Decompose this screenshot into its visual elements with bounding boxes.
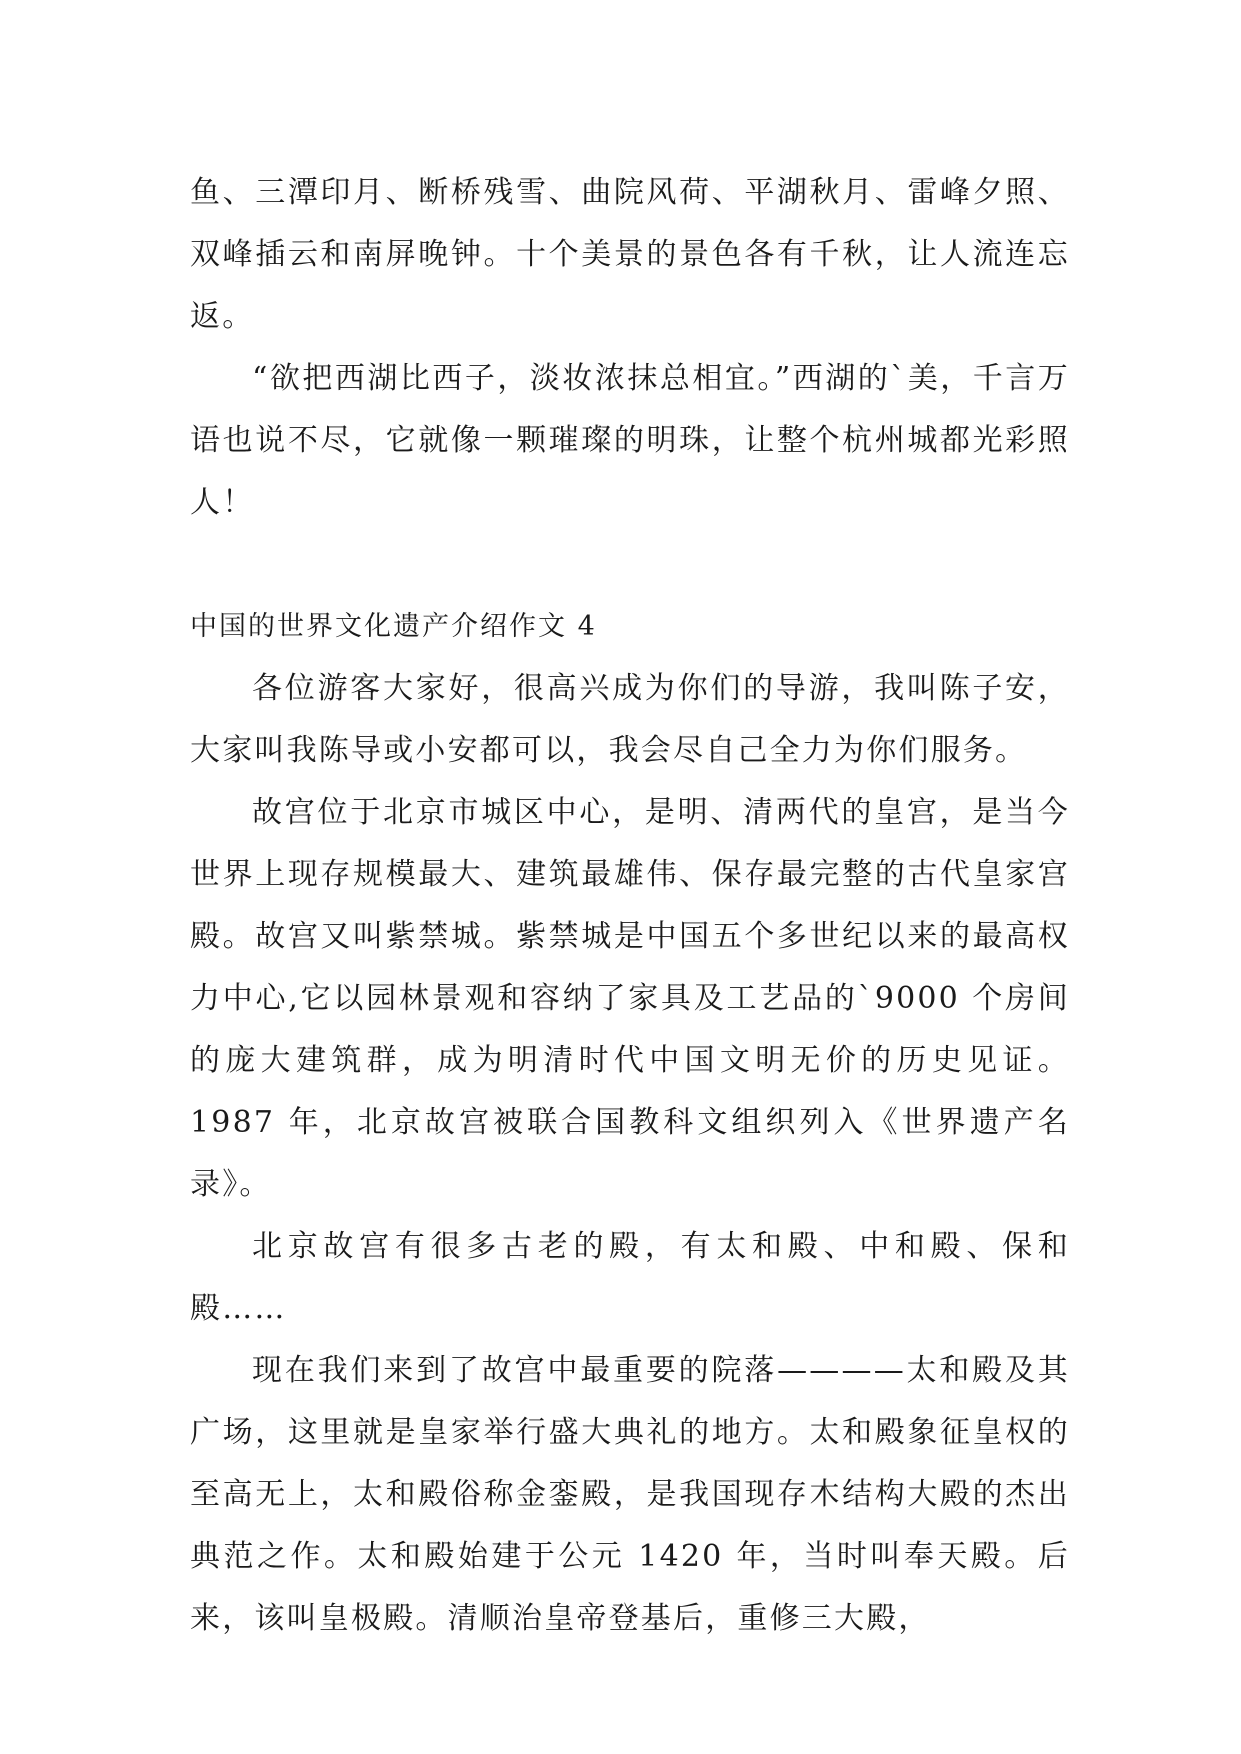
- paragraph-taihe-hall: 现在我们来到了故宫中最重要的院落————太和殿及其广场，这里就是皇家举行盛大典礼的地方。太和殿象征皇权的至高无上，太和殿俗称金銮殿，是我国现存木结构大殿的杰出典范之作。太和殿始建于公元 1420 年，当时叫奉天殿。后来，该叫皇极殿。清顺治皇帝登基后，重修三大殿，: [190, 1353, 1070, 1636]
- paragraph-west-lake-poem: “欲把西湖比西子，淡妆浓抹总相宜。”西湖的`美，千言万语也说不尽，它就像一颗璀璨的明珠，让整个杭州城都光彩照人！: [190, 361, 1070, 520]
- paragraph-forbidden-city: 故宫位于北京市城区中心，是明、清两代的皇宫，是当今世界上现存规模最大、建筑最雄伟、保存最完整的古代皇家宫殿。故宫又叫紫禁城。紫禁城是中国五个多世纪以来的最高权力中心,它以园林景观和容纳了家具及工艺品的`9000 个房间的庞大建筑群，成为明清时代中国文明无价的历史见证。1987 年，北京故宫被联合国教科文组织列入《世界遗产名录》。: [190, 795, 1070, 1202]
- paragraph-halls: 北京故宫有很多古老的殿，有太和殿、中和殿、保和殿……: [190, 1229, 1070, 1326]
- section-title: 中国的世界文化遗产介绍作文 4: [190, 611, 597, 642]
- paragraph-greeting: 各位游客大家好，很高兴成为你们的导游，我叫陈子安，大家叫我陈导或小安都可以，我会尽自己全力为你们服务。: [190, 671, 1070, 768]
- text-column: [190, 162, 1070, 1650]
- paragraph-west-lake-scenes: 鱼、三潭印月、断桥残雪、曲院风荷、平湖秋月、雷峰夕照、双峰插云和南屏晚钟。十个美景的景色各有千秋，让人流连忘返。: [190, 175, 1070, 334]
